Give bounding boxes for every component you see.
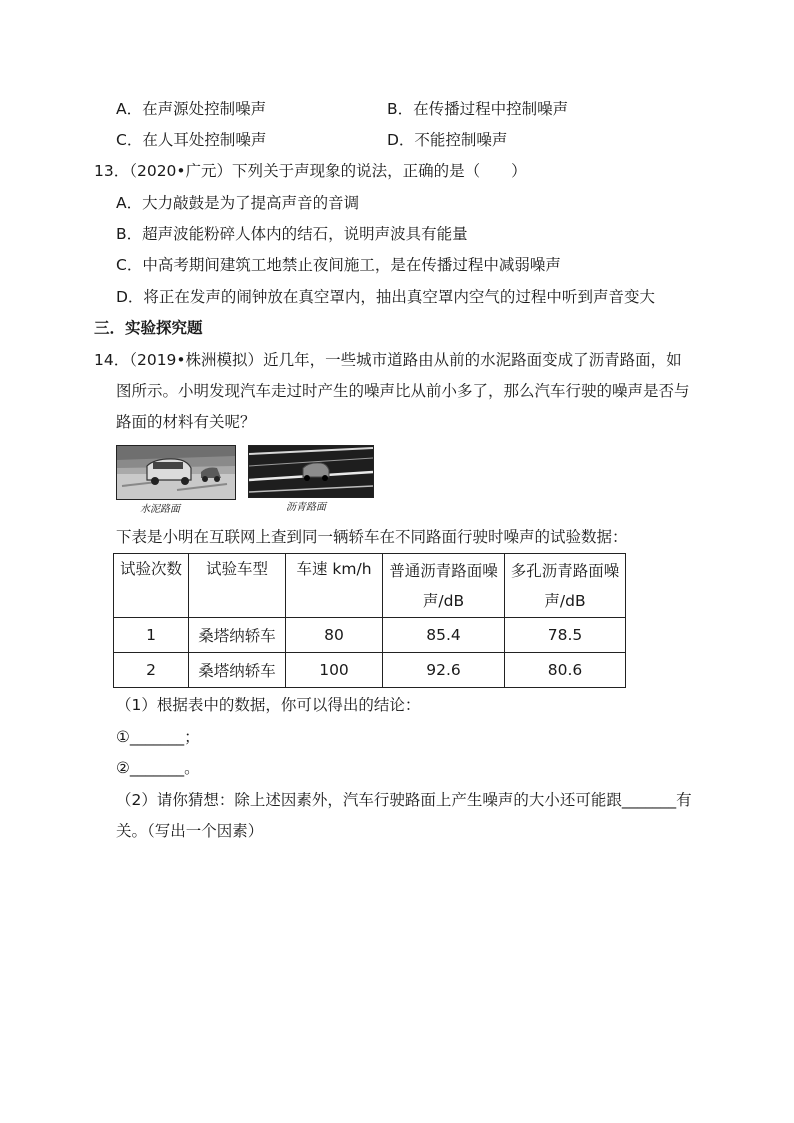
header-vehicle-model: 试验车型 (189, 554, 286, 618)
header-porous-asphalt-noise: 多孔沥青路面噪 声/dB (505, 554, 626, 618)
asphalt-road-caption: 沥青路面 (286, 502, 326, 513)
table-row (114, 653, 626, 688)
header-normal-asphalt-noise: 普通沥青路面噪 声/dB (383, 554, 505, 618)
cell-normal-asphalt-noise: 92.6 (383, 653, 505, 688)
q12-option-a: A．在声源处控制噪声 (116, 100, 267, 118)
header-trial-number: 试验次数 (114, 554, 189, 618)
asphalt-road-image (249, 446, 373, 497)
asphalt-road-photo (248, 445, 374, 498)
q13-stem: 13．（2020•广元）下列关于声现象的说法，正确的是（ ） (94, 162, 527, 180)
concrete-road-caption: 水泥路面 (140, 504, 180, 515)
table-header-row (114, 554, 626, 618)
cell-normal-asphalt-noise: 85.4 (383, 618, 505, 653)
noise-data-table (113, 553, 626, 688)
cell-porous-asphalt-noise: 78.5 (505, 618, 626, 653)
q14-blank-2: ②_______。 (116, 759, 200, 777)
q12-option-d: D．不能控制噪声 (387, 131, 508, 149)
section-title: 三．实验探究题 (94, 319, 203, 337)
q14-sub2-line2: 关。（写出一个因素） (116, 822, 264, 840)
table-intro: 下表是小明在互联网上查到同一辆轿车在不同路面行驶时噪声的试验数据： (116, 528, 628, 546)
q14-stem-line2: 图所示。小明发现汽车走过时产生的噪声比从前小多了，那么汽车行驶的噪声是否与 (116, 382, 690, 400)
q14-blank-1: ①_______； (116, 728, 200, 746)
q14-sub1: （1）根据表中的数据，你可以得出的结论： (116, 696, 421, 714)
q14-sub2-line1: （2）请你猜想：除上述因素外，汽车行驶路面上产生噪声的大小还可能跟_______有 (116, 791, 692, 809)
cell-speed: 100 (286, 653, 383, 688)
cell-trial-number: 2 (114, 653, 189, 688)
cell-vehicle-model: 桑塔纳轿车 (189, 653, 286, 688)
cell-speed: 80 (286, 618, 383, 653)
q13-option-d: D．将正在发声的闹钟放在真空罩内，抽出真空罩内空气的过程中听到声音变大 (116, 288, 655, 306)
concrete-road-image (117, 446, 235, 499)
header-speed: 车速 km/h (286, 554, 383, 618)
q14-stem-line3: 路面的材料有关呢？ (116, 413, 256, 431)
q13-option-b: B．超声波能粉碎人体内的结石，说明声波具有能量 (116, 225, 468, 243)
table-row (114, 618, 626, 653)
q12-option-c: C．在人耳处控制噪声 (116, 131, 267, 149)
q14-stem-line1: 14．（2019•株洲模拟）近几年，一些城市道路由从前的水泥路面变成了沥青路面，如 (94, 351, 682, 369)
concrete-road-photo (116, 445, 236, 500)
cell-vehicle-model: 桑塔纳轿车 (189, 618, 286, 653)
q13-option-a: A．大力敲鼓是为了提高声音的音调 (116, 194, 360, 212)
cell-porous-asphalt-noise: 80.6 (505, 653, 626, 688)
q13-option-c: C．中高考期间建筑工地禁止夜间施工，是在传播过程中减弱噪声 (116, 256, 561, 274)
cell-trial-number: 1 (114, 618, 189, 653)
q12-option-b: B．在传播过程中控制噪声 (387, 100, 569, 118)
